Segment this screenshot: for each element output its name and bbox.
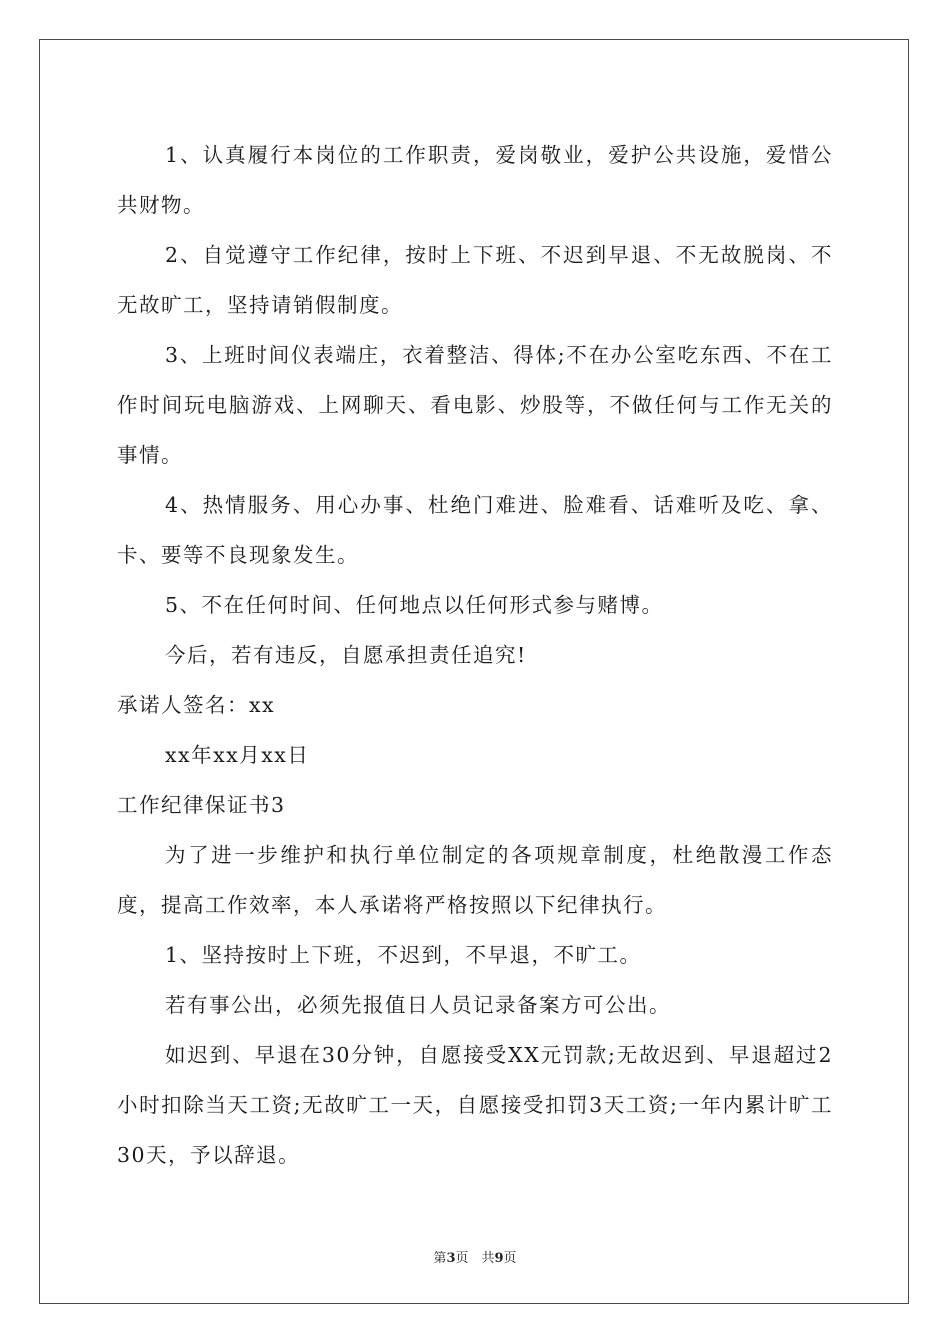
footer-suffix: 页 bbox=[503, 1251, 517, 1266]
paragraph: 今后，若有违反，自愿承担责任追究! bbox=[165, 643, 527, 667]
paragraph: 如迟到、早退在30分钟，自愿接受XX元罚款;无故迟到、早退超过2小时扣除当天工资;无故旷工一天，自愿接受扣罚3天工资;一年内累计旷工30天，予以辞退。 bbox=[117, 1043, 833, 1167]
paragraph: 1、认真履行本岗位的工作职责，爱岗敬业，爱护公共设施，爱惜公共财物。 bbox=[117, 143, 833, 217]
paragraph: 若有事公出，必须先报值日人员记录备案方可公出。 bbox=[165, 993, 671, 1017]
current-page-number: 3 bbox=[446, 1251, 456, 1266]
paragraph: 为了进一步维护和执行单位制定的各项规章制度，杜绝散漫工作态度，提高工作效率，本人承诺将严格按照以下纪律执行。 bbox=[117, 843, 833, 917]
paragraph: 5、不在任何时间、任何地点以任何形式参与赌博。 bbox=[165, 593, 664, 617]
section-title: 工作纪律保证书3 bbox=[117, 793, 286, 817]
date-line: xx年xx月xx日 bbox=[165, 743, 310, 767]
page-footer bbox=[0, 1247, 950, 1266]
total-page-number: 9 bbox=[494, 1251, 504, 1266]
paragraph: 2、自觉遵守工作纪律，按时上下班、不迟到早退、不无故脱岗、不无故旷工，坚持请销假制度。 bbox=[117, 243, 833, 317]
paragraph: 1、坚持按时上下班，不迟到，不早退，不旷工。 bbox=[165, 943, 642, 967]
signature-line: 承诺人签名：xx bbox=[117, 693, 276, 717]
paragraph: 4、热情服务、用心办事、杜绝门难进、脸难看、话难听及吃、拿、卡、要等不良现象发生。 bbox=[117, 493, 833, 567]
document-body bbox=[117, 130, 833, 1180]
paragraph: 3、上班时间仪表端庄，衣着整洁、得体;不在办公室吃东西、不在工作时间玩电脑游戏、上网聊天、看电影、炒股等，不做任何与工作无关的事情。 bbox=[117, 343, 833, 467]
footer-mid: 页 共 bbox=[455, 1251, 495, 1266]
footer-prefix: 第 bbox=[433, 1251, 447, 1266]
